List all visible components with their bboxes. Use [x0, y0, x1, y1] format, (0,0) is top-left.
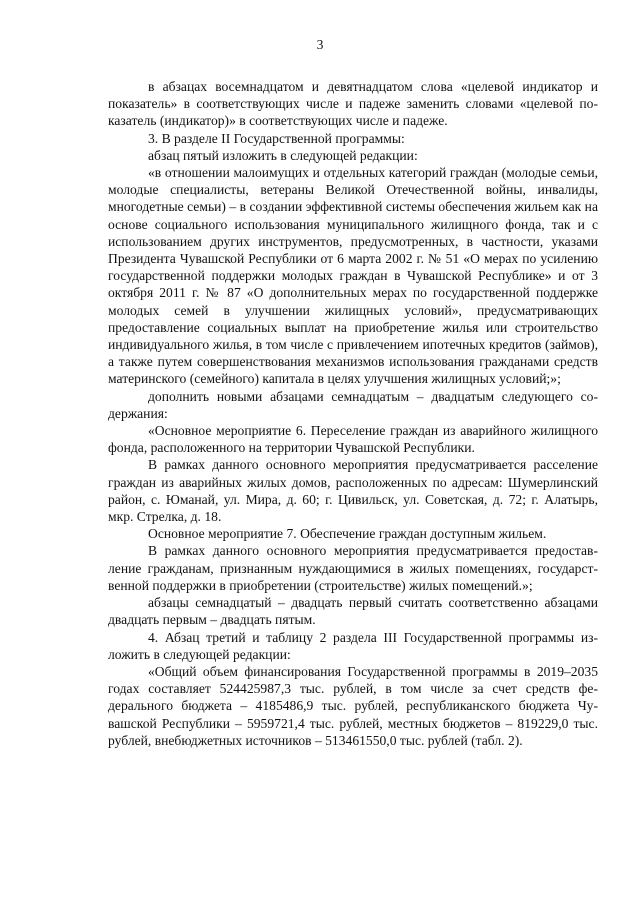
paragraph-activity-6-resettlement: В рамках данного основного мероприятия предусматривается расселение граждан из аварийных жилых домов, расположенных по адресам: Шумерлинский район, с. Юманай, ул. Мира, д. 60; г. Цивильск, ул. Советская, д. 72; г. Алатырь, мкр. Стрелка, д. 18. — [108, 457, 598, 525]
paragraph-indicator-rename: в абзацах восемнадцатом и девятнадцатом слова «целевой индикатор и показатель» в соответствующих числе и падеже заменить словами «целевой показатель (индикатор)» в соответствующих числе и падеже. — [108, 79, 598, 129]
paragraph-fifth-abzac-instruction: абзац пятый изложить в следующей редакции: — [148, 147, 418, 163]
paragraph-main-activity-7: Основное мероприятие 7. Обеспечение граждан доступным жильем. — [148, 526, 547, 542]
page-number: 3 — [316, 37, 324, 52]
paragraph-add-new-abzacs: дополнить новыми абзацами семнадцатым – двадцатым следующего содержания: — [108, 388, 598, 421]
paragraph-section-3-heading: 4. Абзац третий и таблицу 2 раздела III Государственной программы изложить в следующей редакции: — [108, 629, 598, 662]
document-body — [108, 78, 598, 749]
paragraph-renumber-abzacs: абзацы семнадцатый – двадцать первый считать соответственно абзацами двадцать первым – двадцать пятым. — [108, 595, 598, 628]
paragraph-fifth-abzac-text: «в отношении малоимущих и отдельных категорий граждан (молодые семьи, молодые специалисты, ветераны Великой Отечественной войны, инвалиды, многодетные семьи) – в создании эффективной системы обеспечения жильем как на основе социального использования муниципального жилищного фонда, так и с использованием других инструментов, предусмотренных, в частности, указами Президента Чувашской Республики от 6 марта 2002 г. № 51 «О мерах по усилению государственной поддержки молодых граждан в Чувашской Республике» и от 3 октября 2011 г. № 87 «О дополнительных мерах по государственной поддержке молодых семей в улучшении жилищных условий», предусматривающих предоставление социальных выплат на приобретение жилья или строительство индивидуального жилья, в том числе с привлечением ипотечных кредитов (займов), а также путем совершенствования механизмов использования гражданами средств материнского (семейного) капитала в целях улучшения жилищных условий;»; — [108, 165, 598, 387]
paragraph-main-activity-6: «Основное мероприятие 6. Переселение граждан из аварийного жилищного фонда, расположенного на территории Чувашской Республики. — [108, 423, 598, 456]
paragraph-activity-7-support: В рамках данного основного мероприятия предусматривается предоставление гражданам, признанным нуждающимися в жилых помещениях, государственной поддержки в приобретении (строительстве) жилых помещений.»; — [108, 543, 598, 593]
paragraph-financing-total: «Общий объем финансирования Государственной программы в 2019–2035 годах составляет 524425987,3 тыс. рублей, в том числе за счет средств федерального бюджета – 4185486,9 тыс. рублей, республиканского бюджета Чувашской Республики – 5959721,4 тыс. рублей, местных бюджетов – 819229,0 тыс. рублей, внебюджетных источников – 513461550,0 тыс. рублей (табл. 2). — [108, 663, 598, 748]
paragraph-section-2-heading: 3. В разделе II Государственной программы: — [148, 130, 405, 146]
